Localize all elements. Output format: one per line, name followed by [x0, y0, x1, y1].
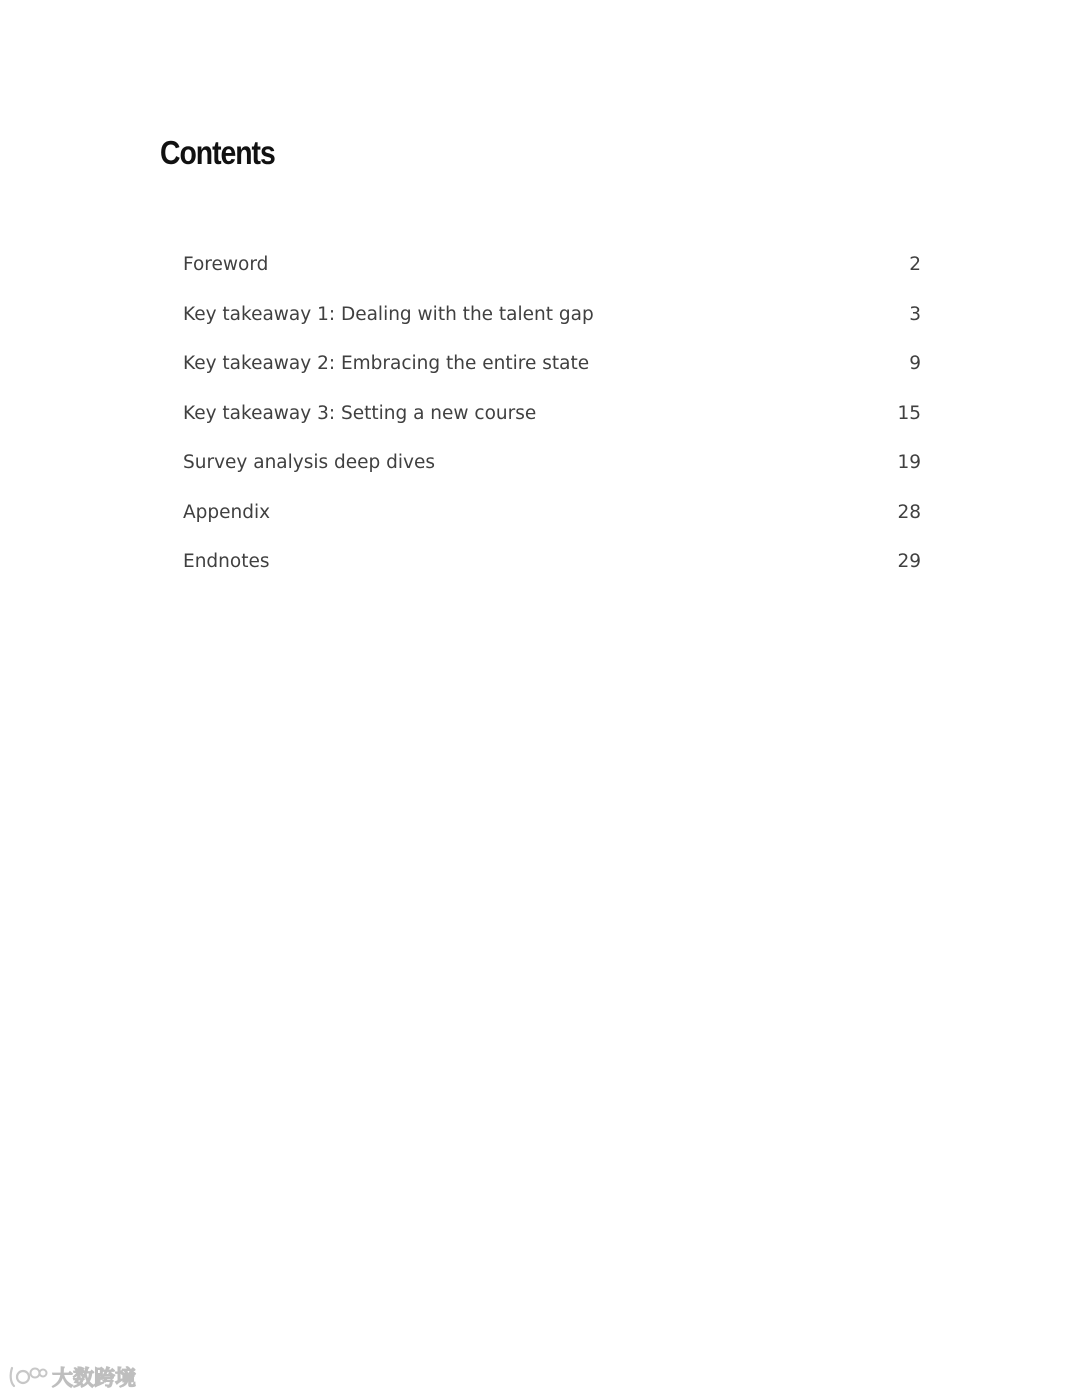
- toc-entry-page-number: 9: [909, 353, 921, 375]
- toc-entry-page-number: 19: [897, 452, 921, 474]
- toc-entry-label: Key takeaway 3: Setting a new course: [183, 402, 537, 424]
- toc-entry-foreword[interactable]: [183, 240, 921, 290]
- toc-entry-key-takeaway-1[interactable]: [183, 290, 921, 340]
- watermark-text: 大数跨境: [52, 1366, 136, 1390]
- toc-entry-label: Endnotes: [183, 551, 270, 573]
- toc-entry-endnotes[interactable]: [183, 537, 921, 587]
- toc-entry-key-takeaway-2[interactable]: [183, 339, 921, 389]
- watermark-logo-icon: [8, 1364, 48, 1390]
- toc-entry-page-number: 28: [897, 501, 921, 523]
- toc-entry-label: Survey analysis deep dives: [183, 452, 435, 474]
- toc-entry-appendix[interactable]: [183, 488, 921, 538]
- page-title: Contents: [160, 134, 275, 171]
- toc-entry-page-number: 29: [897, 551, 921, 573]
- toc-entry-label: Key takeaway 2: Embracing the entire state: [183, 353, 590, 375]
- toc-entry-survey-analysis[interactable]: [183, 438, 921, 488]
- toc-entry-page-number: 15: [897, 402, 921, 424]
- table-of-contents: [183, 240, 921, 587]
- toc-entry-page-number: 2: [909, 254, 921, 276]
- toc-entry-label: Appendix: [183, 501, 271, 523]
- watermark: [8, 1362, 136, 1392]
- toc-entry-label: Foreword: [183, 254, 269, 276]
- toc-entry-label: Key takeaway 1: Dealing with the talent gap: [183, 303, 594, 325]
- toc-entry-key-takeaway-3[interactable]: [183, 389, 921, 439]
- toc-entry-page-number: 3: [909, 303, 921, 325]
